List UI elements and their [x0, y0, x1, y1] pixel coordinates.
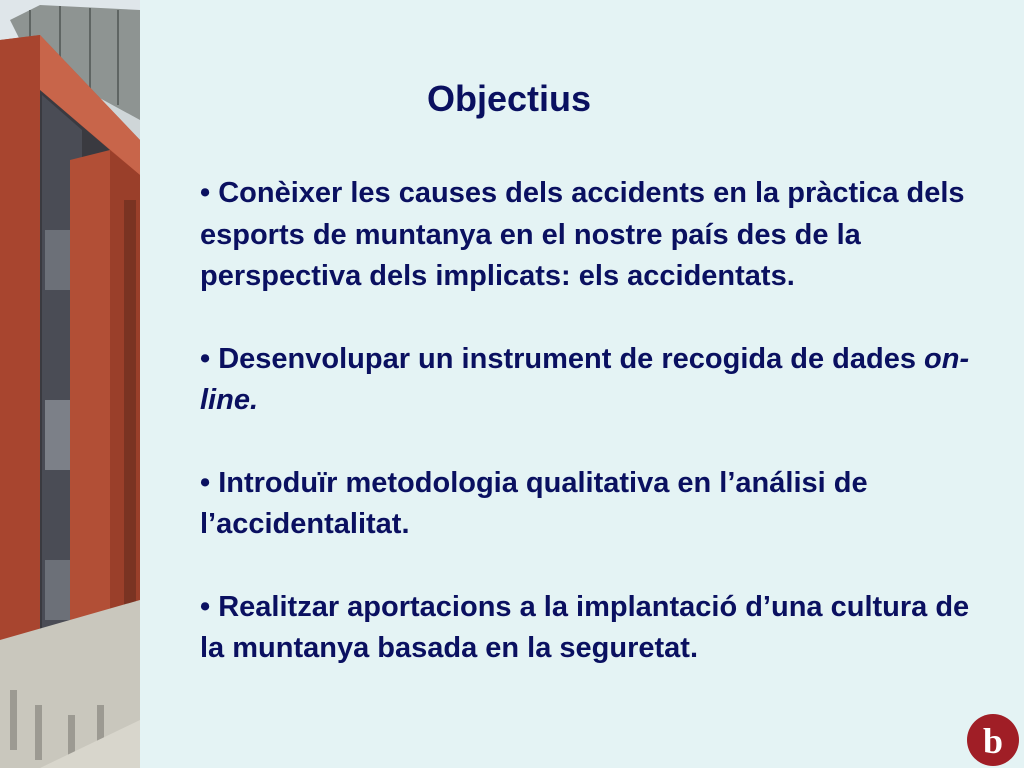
objectives-list	[200, 173, 980, 670]
bullet-marker: •	[200, 466, 211, 499]
bullet-marker: •	[200, 590, 211, 623]
logo-b-icon	[967, 714, 1019, 766]
objective-item	[200, 339, 980, 422]
building-photo	[0, 0, 140, 768]
objective-item	[200, 173, 980, 298]
logo-letter	[967, 714, 1019, 766]
objective-item	[200, 587, 980, 670]
bullet-marker: •	[200, 177, 211, 209]
objective-text: Conèixer les causes dels accidents en la pràctica dels esports de muntanya en el nostre país des de la perspectiva dels implicats: els accidentats.	[200, 177, 965, 292]
objective-emphasis: on-line.	[200, 342, 970, 416]
objective-item	[200, 463, 980, 546]
svg-text:b: b	[982, 721, 1004, 761]
objective-text: Realitzar aportacions a la implantació d’una cultura de la muntanya basada en la seguretat.	[200, 590, 970, 664]
objective-text: Introduïr metodologia qualitativa en l’análisi de l’accidentalitat.	[200, 466, 868, 540]
slide-title: Objectius	[427, 78, 592, 119]
objective-text: Desenvolupar un instrument de recogida de dades	[218, 342, 925, 375]
bullet-marker: •	[200, 342, 211, 375]
